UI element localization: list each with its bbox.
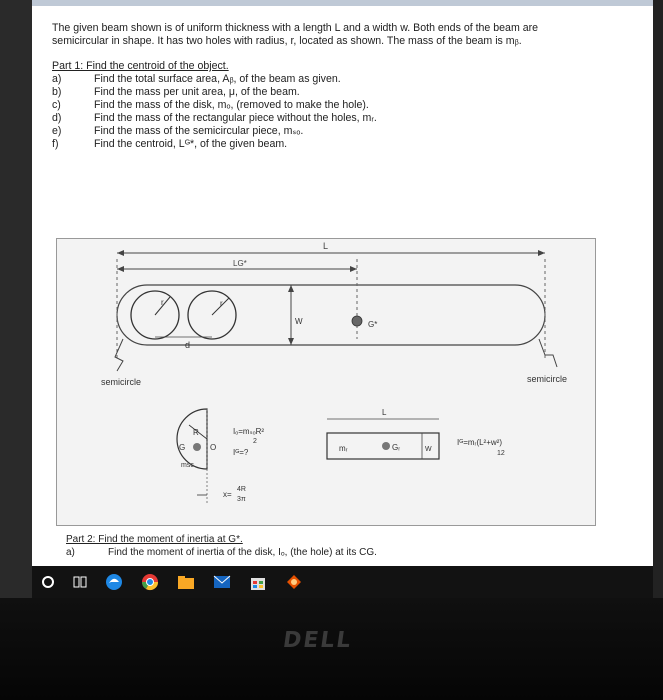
app-icon[interactable] [276, 566, 312, 598]
pointer-right [539, 339, 557, 367]
list-item-text: Find the mass of the semicircular piece, mₛₒ. [94, 125, 304, 137]
list-item-key: d) [52, 112, 62, 124]
part2-list [66, 546, 586, 559]
label-semicircle-left: semicircle [101, 377, 142, 387]
arrowhead-LG-right [350, 266, 357, 272]
beam-outline [117, 285, 545, 345]
label-rect-m: mᵣ [339, 444, 348, 453]
beam-figure [56, 238, 596, 526]
screen [32, 0, 653, 598]
document-body [52, 22, 592, 151]
problem-intro: The given beam shown is of uniform thickness with a length L and a width w. Both ends of the beam are semicircular in shape. It has two holes with radius, r, located as shown. The mass of the beam is mᵦ. [52, 22, 539, 47]
label-rect-G: Gᵣ [392, 443, 401, 452]
brand-logo: DELL [281, 628, 355, 653]
monitor-bezel-left [0, 0, 32, 700]
list-item-key: c) [52, 99, 61, 111]
label-semi-G: G [179, 443, 186, 452]
label-semi-m: msc [181, 462, 194, 469]
arrowhead-L-left [117, 250, 124, 256]
file-explorer-icon[interactable] [168, 566, 204, 598]
list-item [52, 125, 592, 138]
semi-x-label: x= [223, 490, 232, 499]
list-item [52, 99, 592, 112]
chrome-icon[interactable] [132, 566, 168, 598]
arrowhead-L-right [538, 250, 545, 256]
list-item [66, 546, 586, 559]
semi-x-num: 4R [237, 486, 246, 493]
semicircle-shape [177, 409, 207, 469]
list-item-text: Find the total surface area, Aᵦ, of the beam as given. [94, 73, 341, 85]
part2-title: Part 2: Find the moment of inertia at G*. [66, 534, 243, 545]
label-r-right: r [220, 299, 223, 308]
mail-icon[interactable] [204, 566, 240, 598]
arrowhead-W-bottom [288, 338, 294, 345]
list-item-text: Find the mass per unit area, μ, of the beam. [94, 86, 300, 98]
beam-diagram [57, 239, 595, 525]
list-item [52, 73, 592, 86]
task-view-icon[interactable] [64, 566, 96, 598]
monitor-bezel-right [653, 0, 663, 700]
window-top-strip [32, 0, 653, 6]
centroid-marker-icon [352, 316, 362, 326]
rect-centroid-icon [382, 442, 390, 450]
label-L: L [323, 241, 329, 251]
list-item-key: e) [52, 125, 62, 137]
list-item-key: a) [52, 73, 62, 85]
part1-title: Part 1: Find the centroid of the object. [52, 60, 229, 72]
list-item-key: f) [52, 138, 59, 150]
arrowhead-LG-left [117, 266, 124, 272]
label-rect-w: W [425, 446, 432, 453]
pointer-left [115, 339, 123, 371]
label-d: d [185, 340, 191, 350]
rect-formula: Iᴳ=mᵣ(L²+w²) [457, 438, 502, 447]
label-semi-O: O [210, 443, 217, 452]
list-item-text: Find the centroid, Lᴳ*, of the given beam. [94, 138, 288, 150]
list-item-text: Find the mass of the disk, mₒ, (removed to make the hole). [94, 99, 369, 111]
semi-formula-1: Iₒ=mₛₒR² [233, 427, 265, 436]
list-item [52, 86, 592, 99]
part1-list [52, 73, 592, 151]
list-item [52, 138, 592, 151]
semi-formula-1-den: 2 [253, 438, 257, 445]
list-item-key: b) [52, 86, 62, 98]
label-W: W [295, 317, 303, 326]
semi-x-den: 3π [237, 496, 246, 503]
label-G: G* [368, 320, 378, 329]
label-LG: LG* [233, 259, 247, 268]
list-item-text: Find the mass of the rectangular piece without the holes, mᵣ. [94, 112, 377, 124]
edge-icon[interactable] [96, 566, 132, 598]
label-semicircle-right: semicircle [527, 374, 568, 384]
semi-centroid-icon [193, 443, 201, 451]
store-icon[interactable] [240, 566, 276, 598]
list-item-text: Find the moment of inertia of the disk, Iₒ, (the hole) at its CG. [108, 547, 377, 558]
semi-formula-2: Iᴳ=? [233, 448, 249, 457]
list-item [52, 112, 592, 125]
arrowhead-W-top [288, 285, 294, 292]
list-item-key: a) [66, 547, 75, 558]
part1-section [52, 60, 592, 151]
windows-taskbar [32, 566, 653, 598]
label-r-left: r [161, 298, 164, 307]
label-rect-L: L [382, 408, 387, 417]
rect-formula-den: 12 [497, 450, 505, 457]
cortana-circle-icon[interactable] [32, 566, 64, 598]
part2-section [66, 533, 586, 559]
label-semi-R: R [193, 428, 199, 437]
